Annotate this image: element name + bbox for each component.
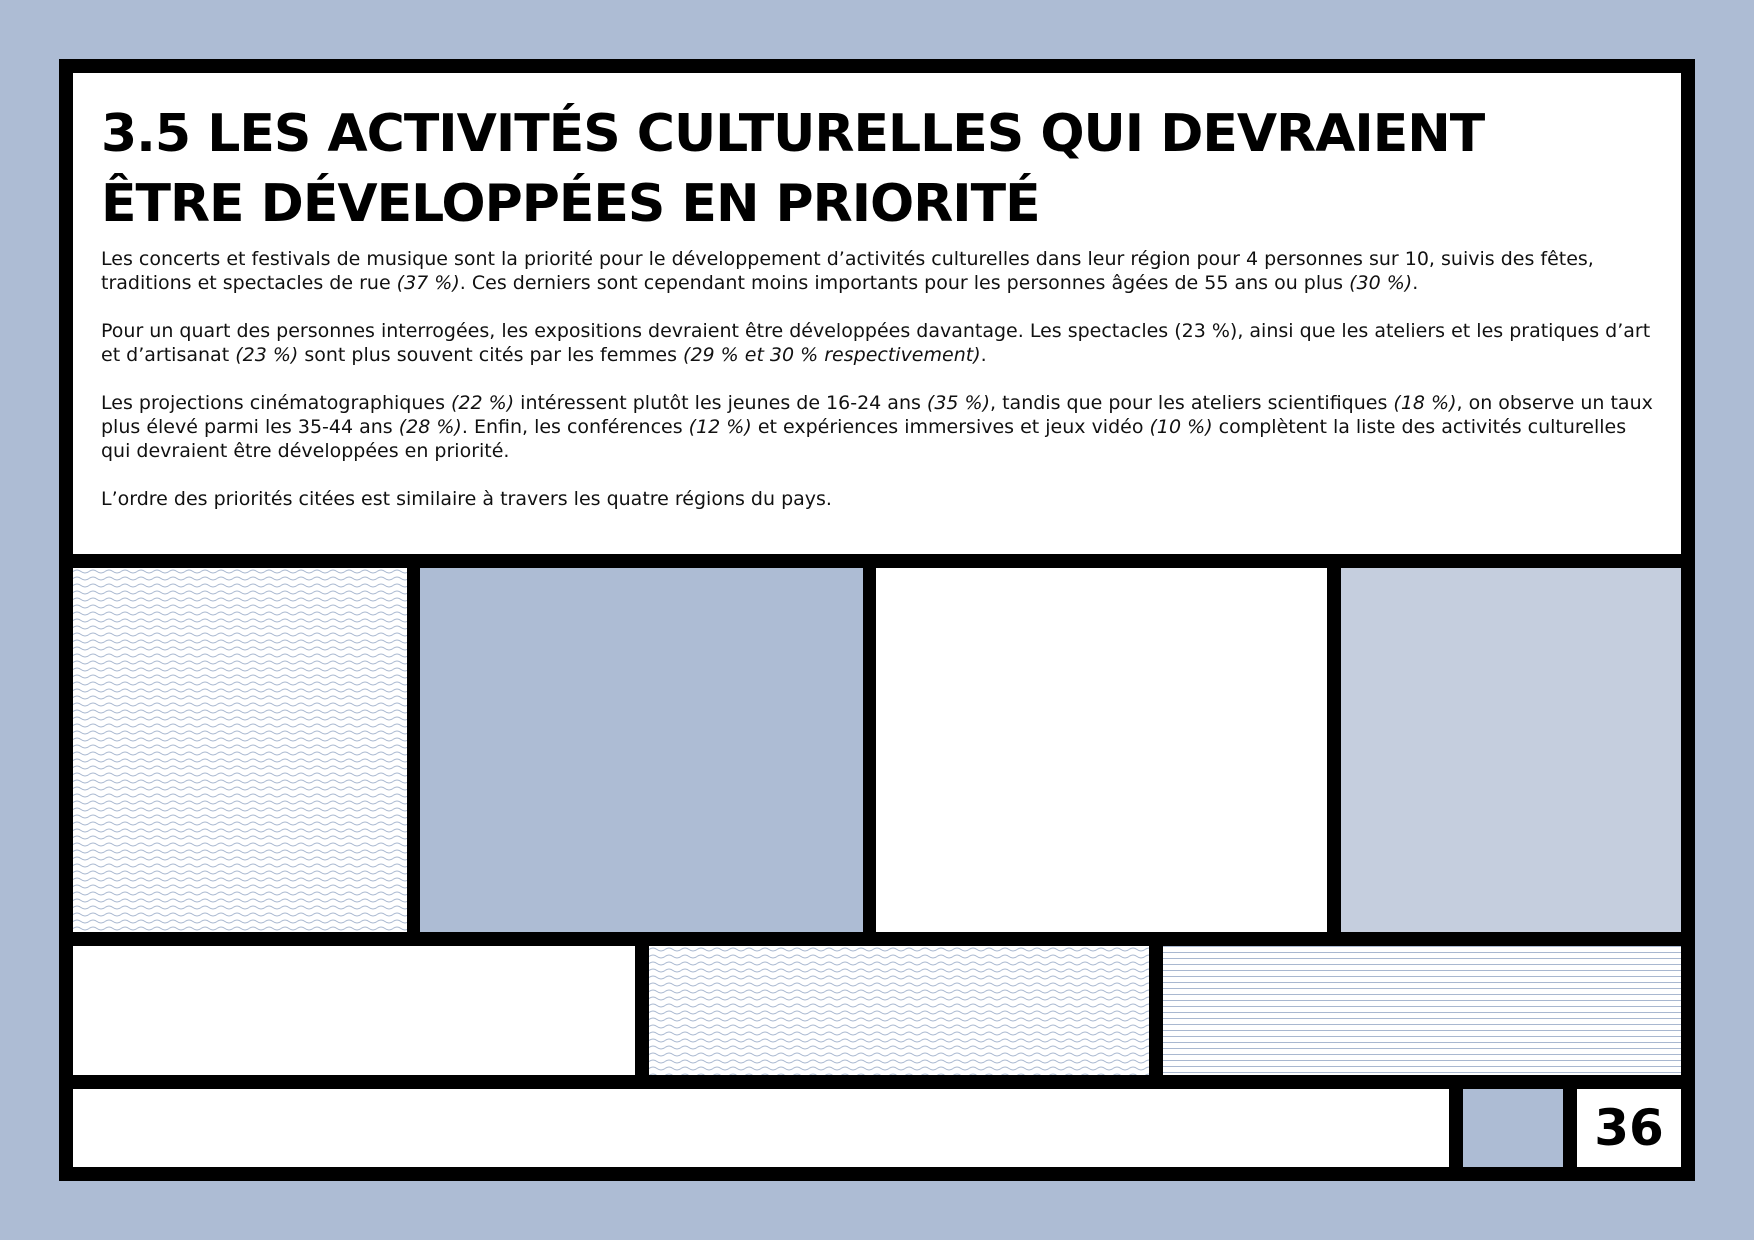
text-run: , tandis que pour les ateliers scientifiques [990,392,1394,414]
white-block [73,946,635,1075]
text-run-italic: (10 %) [1149,416,1213,438]
text-run-italic: (28 %) [398,416,462,438]
page-number: 36 [1577,1089,1681,1167]
text-run: Pour un quart des personnes interrogées, les expositions devraient être développées davantage. Les spectacles (23 %), ainsi que les ateliers et les pratiques d’art et d’artisanat [101,320,1651,366]
text-run: Les concerts et festivals de musique sont la priorité pour le développement d’activités culturelles dans leur région pour 4 personnes sur 10, suivis des fêtes, traditions et spectacles de rue [101,248,1594,294]
text-run: sont plus souvent cités par les femmes [298,344,684,366]
paragraph-1 [101,247,1653,295]
paragraph-3 [101,391,1653,463]
white-block [876,568,1327,932]
body-text [101,247,1653,511]
text-run: . Enfin, les conférences [461,416,689,438]
text-run-italic: (29 % et 30 % respectivement) [683,344,981,366]
text-run-italic: (18 %) [1393,392,1457,414]
text-run: Les projections cinématographiques [101,392,452,414]
text-run: . Ces derniers sont cependant moins importants pour les personnes âgées de 55 ans ou plus [459,272,1350,294]
text-run-italic: (23 %) [235,344,299,366]
white-block [73,1089,1449,1167]
text-run: . [980,344,987,366]
blue-block [420,568,863,932]
page-title-line-1: 3.5 LES ACTIVITÉS CULTURELLES QUI DEVRAIENT [101,104,1485,164]
text-run: complètent la liste des activités culturelles qui devraient être développées en priorité. [101,416,1627,462]
page-title [101,99,1653,239]
wave-pattern-block [73,568,407,932]
text-run-italic: (35 %) [926,392,991,414]
paragraph-2 [101,319,1653,367]
text-run-italic: (30 %) [1349,272,1413,294]
text-run: et expériences immersives et jeux vidéo [751,416,1150,438]
text-run-italic: (22 %) [451,392,515,414]
text-run: , on observe un taux plus élevé parmi les 35-44 ans [101,392,1653,438]
light-blue-block [1341,568,1681,932]
striped-pattern-block [1163,946,1681,1075]
text-run-italic: (12 %) [688,416,752,438]
text-run: intéressent plutôt les jeunes de 16-24 ans [514,392,927,414]
wave-pattern-block [649,946,1149,1075]
text-run-italic: (37 %) [396,272,460,294]
text-run: . [1412,272,1419,294]
blue-block [1463,1089,1563,1167]
page-title-line-2: ÊTRE DÉVELOPPÉES EN PRIORITÉ [101,174,1040,234]
text-panel [73,73,1681,554]
paragraph-4: L’ordre des priorités citées est similaire à travers les quatre régions du pays. [101,488,832,510]
